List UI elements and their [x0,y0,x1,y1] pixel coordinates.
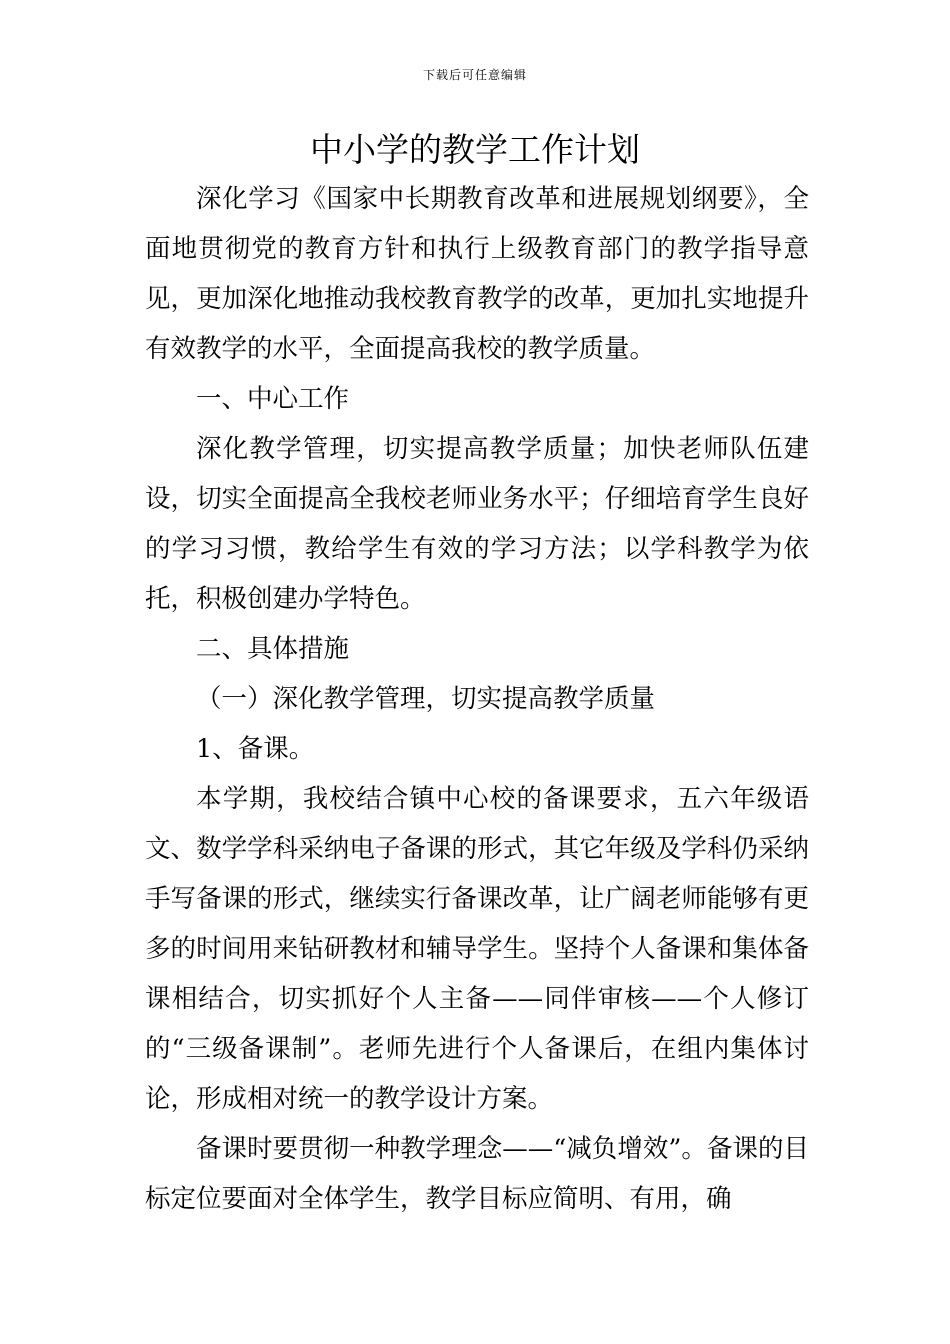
subsection-heading-teaching-management: （一）深化教学管理，切实提高教学质量 [196,684,656,714]
header-note: 下载后可任意编辑 [422,68,527,82]
lesson-prep-principle-paragraph: 备课时要贯彻一种教学理念——“减负增效”。备课的目标定位要面对全体学生，教学目标应简明、有用，确 [145,1134,809,1214]
item-heading-lesson-prep: 1、备课。 [196,734,315,764]
document-title: 中小学的教学工作计划 [310,130,640,169]
intro-paragraph: 深化学习《国家中长期教育改革和进展规划纲要》，全面地贯彻党的教育方针和执行上级教育部门的教学指导意见，更加深化地推动我校教育教学的改革，更加扎实地提升有效教学的水平，全面提高我校的教学质量。 [145,184,809,364]
document-body [145,174,809,1224]
lesson-prep-paragraph: 本学期，我校结合镇中心校的备课要求，五六年级语文、数学学科采纳电子备课的形式，其它年级及学科仍采纳手写备课的形式，继续实行备课改革，让广阔老师能够有更多的时间用来钻研教材和辅导学生。坚持个人备课和集体备课相结合，切实抓好个人主备——同伴审核——个人修订的“三级备课制”。老师先进行个人备课后，在组内集体讨论，形成相对统一的教学设计方案。 [145,784,809,1114]
section-heading-specific-measures: 二、具体措施 [196,634,350,664]
central-work-paragraph: 深化教学管理，切实提高教学质量；加快老师队伍建设，切实全面提高全我校老师业务水平；仔细培育学生良好的学习习惯，教给学生有效的学习方法；以学科教学为依托，积极创建办学特色。 [145,434,809,614]
section-heading-central-work: 一、中心工作 [196,384,350,414]
